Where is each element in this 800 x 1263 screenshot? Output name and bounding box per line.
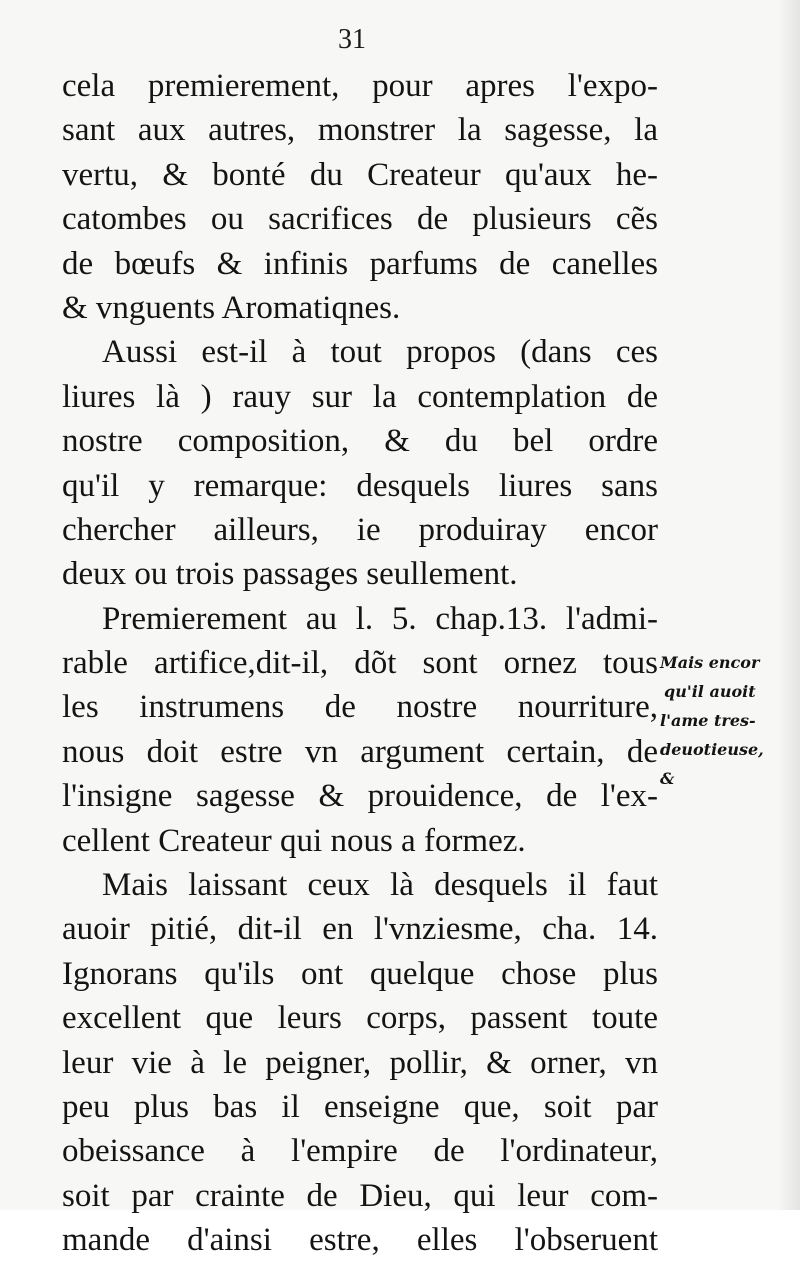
text-line: chercher ailleurs, ie produiray encor — [62, 511, 658, 548]
text-line: excellent que leurs corps, passent toute — [62, 1000, 658, 1037]
text-line: l'insigne sagesse & prouidence, de l'ex- — [62, 778, 658, 815]
text-line: peu plus bas il enseigne que, soit par — [62, 1088, 658, 1125]
page-edge-shadow — [778, 0, 800, 1210]
text-line: nostre composition, & du bel ordre — [62, 423, 658, 460]
text-line: nous doit estre vn argument certain, de — [62, 733, 658, 770]
text-line: Premierement au l. 5. chap.13. l'admi- — [102, 600, 658, 637]
text-line: vertu, & bonté du Createur qu'aux he- — [62, 156, 658, 193]
text-line: cela premierement, pour apres l'expo- — [62, 68, 658, 104]
margin-note-line: Mais encor — [660, 653, 760, 672]
text-line: leur vie à le peigner, pollir, & orner, vn — [62, 1044, 658, 1081]
margin-note-line: deuotieuse, — [660, 740, 764, 759]
margin-note-line: qu'il auoit — [664, 682, 756, 701]
text-line: cellent Createur qui nous a formez. — [62, 822, 526, 859]
text-line: sant aux autres, monstrer la sagesse, la — [62, 112, 658, 149]
text-line: obeissance à l'empire de l'ordinateur, — [62, 1133, 658, 1170]
text-line: & vnguents Aromatiqnes. — [62, 289, 401, 326]
text-line: catombes ou sacrifices de plusieurs cẽs — [62, 201, 658, 238]
text-line: de bœufs & infinis parfums de canelles — [62, 245, 658, 282]
main-text-block — [62, 64, 658, 1263]
page-number: 31 — [338, 24, 366, 55]
margin-note-line: l'ame tres- — [660, 711, 756, 730]
text-line: rable artifice,dit-il, dõt sont ornez tous — [62, 645, 658, 682]
text-line: qu'il y remarque: desquels liures sans — [62, 467, 658, 504]
text-line: auoir pitié, dit-il en l'vnziesme, cha. 14. — [62, 911, 658, 948]
text-line: Aussi est-il à tout propos (dans ces — [102, 334, 658, 371]
text-line: deux ou trois passages seullement. — [62, 556, 518, 593]
text-line: mande d'ainsi estre, elles l'obseruent — [62, 1222, 658, 1259]
text-line: Ignorans qu'ils ont quelque chose plus — [62, 955, 658, 992]
text-line: Mais laissant ceux là desquels il faut — [102, 867, 658, 904]
text-line: liures là ) rauy sur la contemplation de — [62, 378, 658, 415]
text-line: les instrumens de nostre nourriture, — [62, 689, 658, 726]
margin-note — [660, 648, 790, 793]
text-line: soit par crainte de Dieu, qui leur com- — [62, 1177, 658, 1214]
margin-note-line: & — [660, 769, 675, 788]
